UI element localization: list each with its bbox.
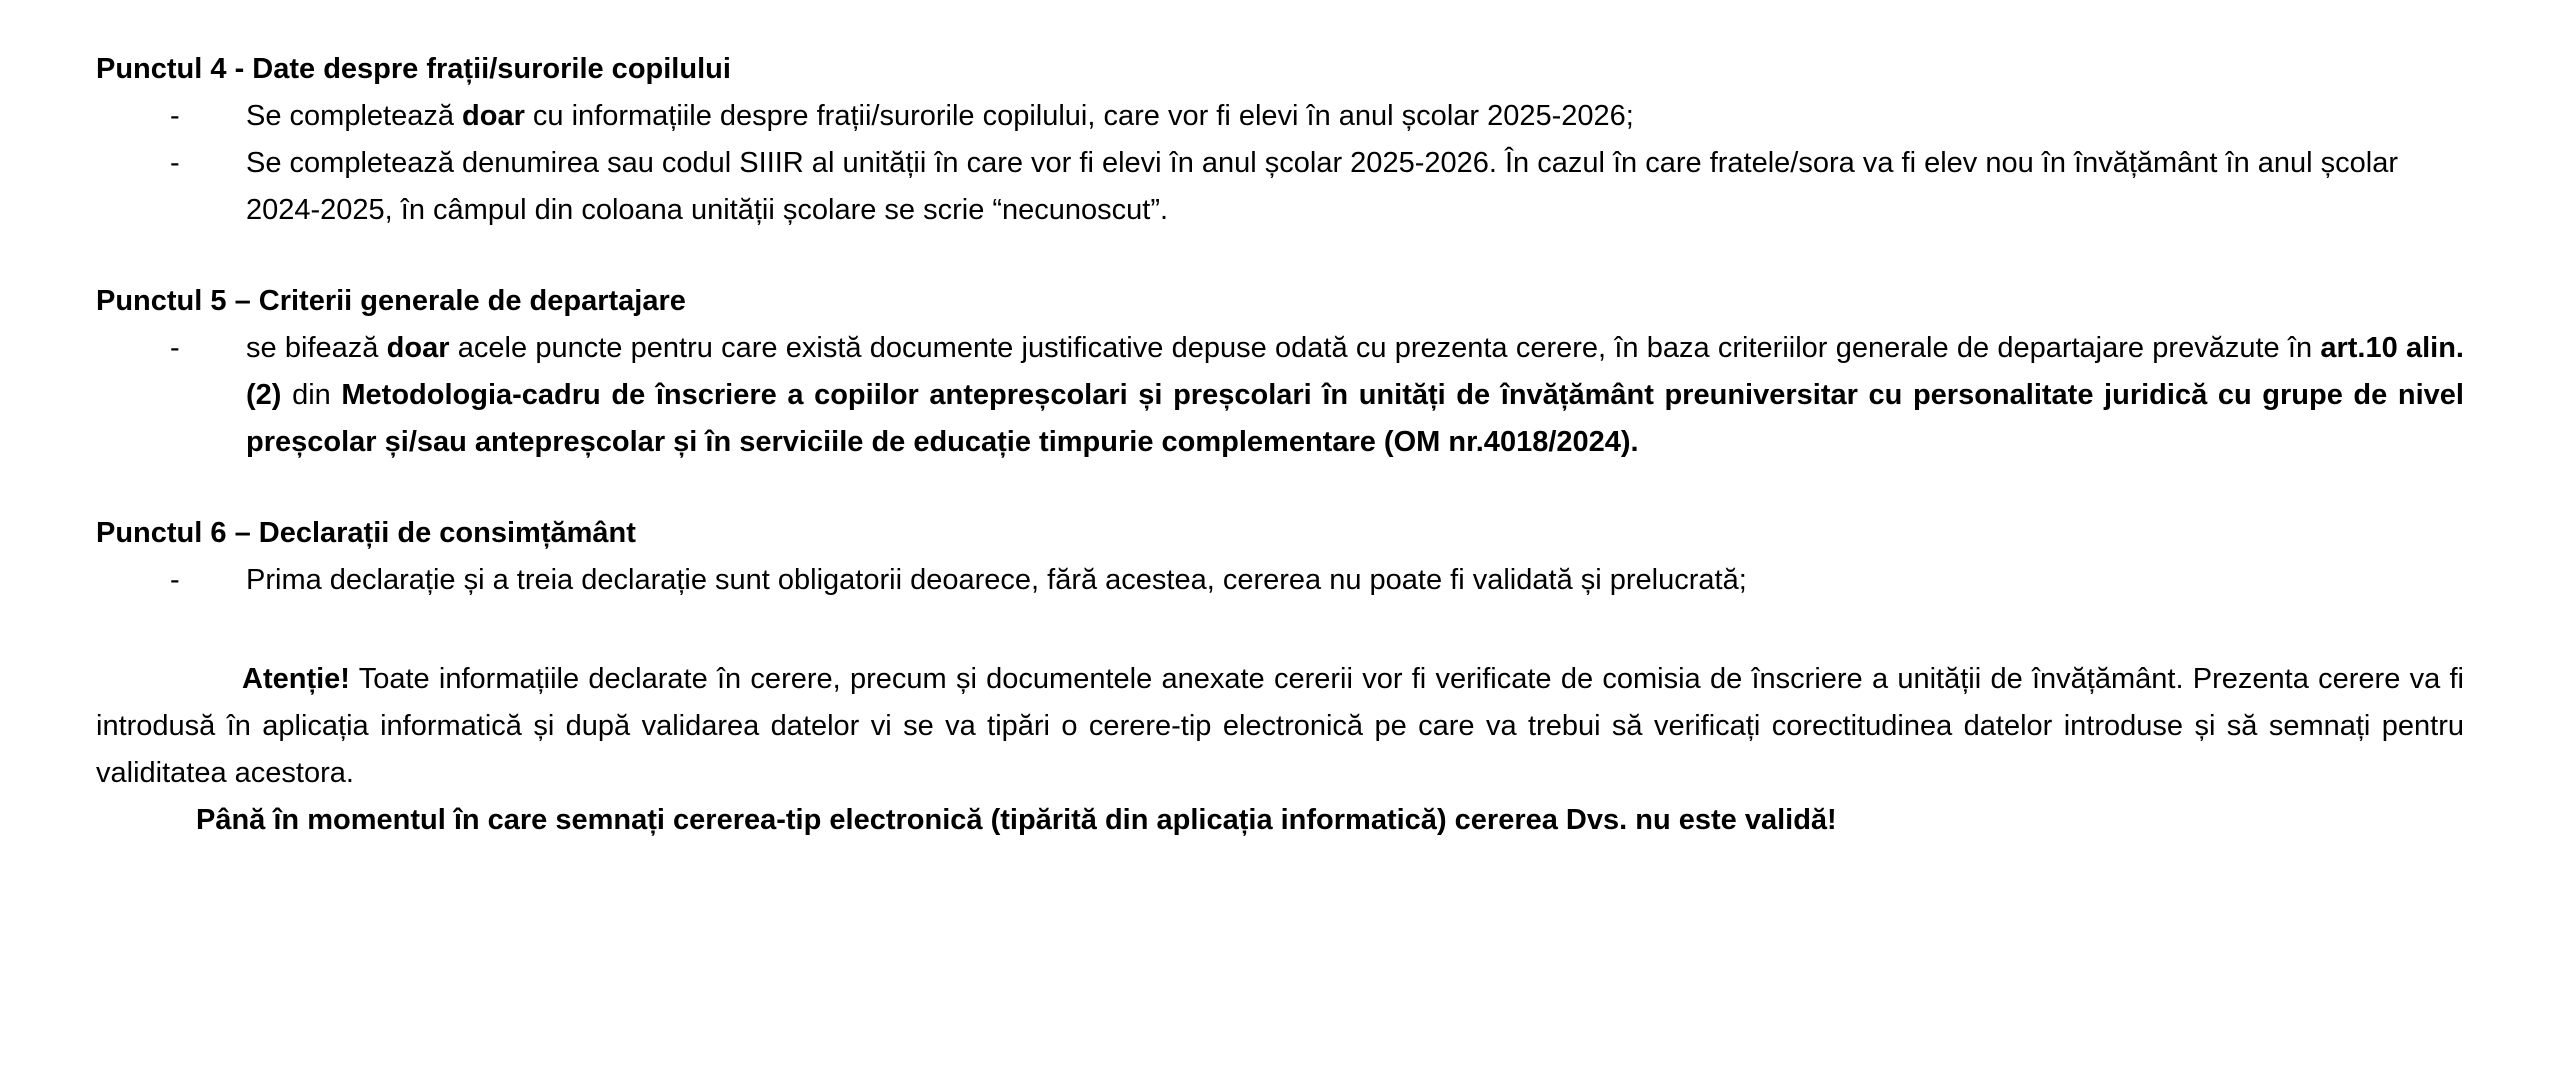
bullet-marker: - [170, 331, 180, 364]
section-punctul-6 [96, 510, 2464, 604]
bullet-marker: - [170, 99, 180, 132]
closing-block [96, 656, 2464, 844]
section-punctul-4 [96, 46, 2464, 234]
bullet-marker: - [170, 146, 180, 179]
bullet-item [96, 325, 2464, 466]
section-punctul-5 [96, 278, 2464, 466]
bullet-item [96, 93, 2464, 140]
section-heading-punctul-6: Punctul 6 – Declarații de consimțământ [96, 516, 636, 549]
final-note: Până în momentul în care semnați cererea-tip electronică (tipărită din aplicația informatică) cererea Dvs. nu este validă! [196, 803, 1837, 836]
section-heading-punctul-4: Punctul 4 - Date despre frații/surorile copilului [96, 53, 731, 85]
section-heading-punctul-5: Punctul 5 – Criterii generale de departajare [96, 284, 686, 317]
bullet-text: Prima declarație și a treia declarație sunt obligatorii deoarece, fără acestea, cererea nu poate fi validată și prelucrată; [246, 563, 1747, 596]
bullet-item [96, 557, 2464, 604]
bullet-marker: - [170, 563, 180, 596]
bullet-item [96, 140, 2464, 234]
bullet-text: se bifează doar acele puncte pentru care există documente justificative depuse odată cu prezenta cerere, în baza criteriilor generale de departajare prevăzute în art.10 alin.(2) din Metodologia-cadru de înscriere a copiilor antepreșcolari și preșcolari în unități de învățământ preuniversitar cu personalitate juridică cu grupe de nivel preșcolar și/sau antepreșcolar și în serviciile de educație timpurie complementare (OM nr.4018/2024). [246, 331, 2464, 458]
bullet-text: Se completează doar cu informațiile despre frații/surorile copilului, care vor fi elevi în anul școlar 2025-2026; [246, 99, 1634, 132]
attention-paragraph: Atenție! Toate informațiile declarate în cerere, precum și documentele anexate cererii vor fi verificate de comisia de înscriere a unității de învățământ. Prezenta cerere va fi introdusă în aplicația informatică și după validarea datelor vi se va tipări o cerere-tip electronică pe care va trebui să verificați corectitudinea datelor introduse și să semnați pentru validitatea acestora. [96, 662, 2464, 789]
bullet-text: Se completează denumirea sau codul SIIIR al unității în care vor fi elevi în anul școlar 2025-2026. În cazul în care fratele/sora va fi elev nou în învățământ în anul școlar 2024-2025, în câmpul din coloana unității școlare se scrie “necunoscut”. [246, 146, 2399, 226]
